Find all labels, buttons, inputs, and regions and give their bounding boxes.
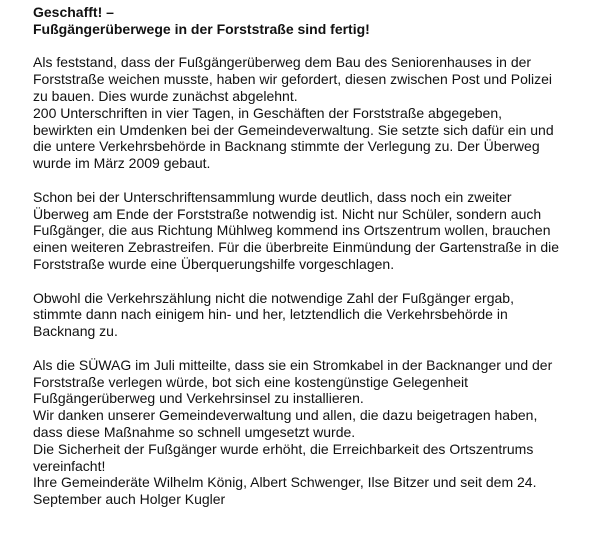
text-line: Schon bei der Unterschriftensammlung wurde deutlich, dass noch ein zweiter [33,188,512,205]
document [33,4,559,508]
text-line: Ihre Gemeinderäte Wilhelm König, Albert Schwenger, Ilse Bitzer und seit dem 24. [33,474,537,491]
paragraph [33,189,559,273]
text-line: Backnang zu. [33,323,118,340]
text-line: Fußgänger, die aus Richtung Mühlweg kommend ins Ortszentrum wollen, brauchen [33,222,551,239]
text-line: Wir danken unserer Gemeindeverwaltung und allen, die dazu beigetragen haben, [33,407,538,424]
document-title [33,4,559,38]
paragraph [33,290,559,340]
text-line: wurde im März 2009 gebaut. [33,155,211,172]
text-line: 200 Unterschriften in vier Tagen, in Geschäften der Forststraße abgegeben, [33,104,503,121]
text-line: Fußgängerüberweg und Verkehrsinsel zu installieren. [33,390,364,407]
title-line: Geschafft! – [33,4,114,20]
text-line: Die Sicherheit der Fußgänger wurde erhöht, die Erreichbarkeit des Ortszentrums [33,440,534,457]
text-line: vereinfacht! [33,457,106,474]
text-line: Forststraße weichen musste, haben wir gefordert, diesen zwischen Post und Polizei [33,71,553,88]
text-line: stimmte dann nach einigem hin- und her, letztendlich die Verkehrsbehörde in [33,306,508,323]
text-line: dass diese Maßnahme so schnell umgesetzt wurde. [33,423,356,440]
paragraph [33,357,559,508]
text-line: zu bauen. Dies wurde zunächst abgelehnt. [33,87,298,104]
text-line: Als die SÜWAG im Juli mitteilte, dass sie ein Stromkabel in der Backnanger und der [33,356,553,373]
title-line: Fußgängerüberwege in der Forststraße sind fertig! [33,20,370,37]
paragraph [33,54,559,172]
text-line: bewirkten ein Umdenken bei der Gemeindeverwaltung. Sie setzte sich dafür ein und [33,121,554,138]
text-line: Forststraße wurde eine Überquerungshilfe vorgeschlagen. [33,255,395,272]
text-line: Als feststand, dass der Fußgängerüberweg dem Bau des Seniorenhauses in der [33,54,532,71]
text-line: September auch Holger Kugler [33,491,226,508]
text-line: Forststraße verlegen würde, bot sich eine kostengünstige Gelegenheit [33,373,469,390]
text-line: Überweg am Ende der Forststraße notwendig ist. Nicht nur Schüler, sondern auch [33,205,542,222]
text-line: Obwohl die Verkehrszählung nicht die notwendige Zahl der Fußgänger ergab, [33,289,514,306]
text-line: einen weiteren Zebrastreifen. Für die überbreite Einmündung der Gartenstraße in die [33,239,560,256]
text-line: die untere Verkehrsbehörde in Backnang stimmte der Verlegung zu. Der Überweg [33,138,540,155]
